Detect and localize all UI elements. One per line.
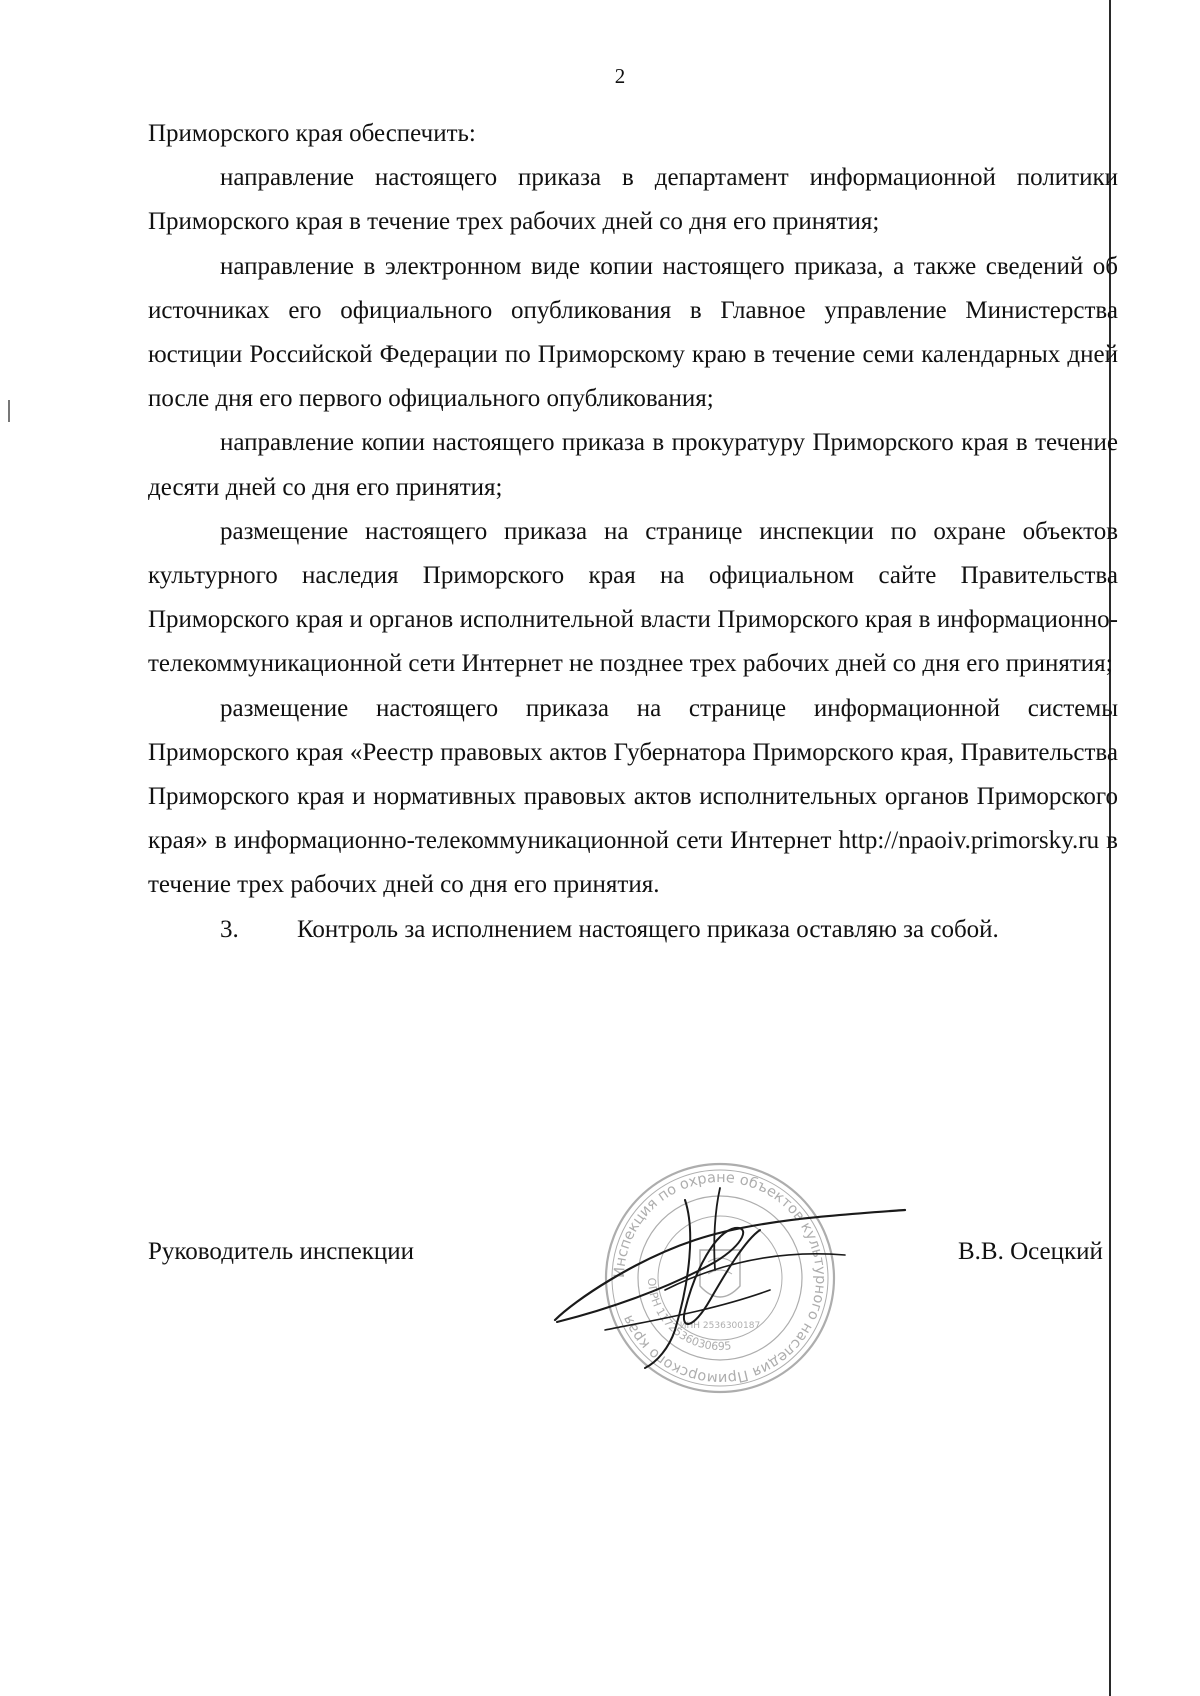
paragraph-item-prosecutor: направление копии настоящего приказа в прокуратуру Приморского края в течение десяти дней со дня его принятия; (148, 429, 1118, 501)
stamp-ogrn-text: ОГРН 1172536030695 (644, 1277, 733, 1354)
page-number: 2 (614, 64, 626, 88)
document-body (148, 112, 1118, 952)
paragraph-number: 3. (220, 915, 239, 943)
stamp-ring-text: Инспекция по охране объектов культурного наследия Приморского края (611, 1169, 829, 1387)
paragraph-continuation: Приморского края обеспечить: (148, 120, 476, 147)
paragraph-item-ministry-justice: направление в электронном виде копии настоящего приказа, а также сведений об источниках его официального опубликования в Главное управление Министерства юстиции Российской Федерации по Приморскому краю в течение семи календарных дней после дня его первого официального опубликования; (148, 252, 1118, 413)
paragraph-item-info-policy: направление настоящего приказа в департамент информационной политики Приморского края в течение трех рабочих дней со дня его принятия; (148, 164, 1118, 236)
paragraph-item-official-site: размещение настоящего приказа на странице инспекции по охране объектов культурного наследия Приморского края на официальном сайте Правительства Приморского края и органов исполнительной власти Приморского края в информационно-телекоммуникационной сети Интернет не позднее трех рабочих дней со дня его принятия; (148, 517, 1118, 678)
signatory-title: Руководитель инспекции (148, 1238, 415, 1265)
paragraph-item-registry: размещение настоящего приказа на странице информационной системы Приморского края «Реестр правовых актов Губернатора Приморского края, Правительства Приморского края и нормативных правовых актов исполнительных органов Приморского края» в информационно-телекоммуникационной сети Интернет http://npaoiv.primorsky.ru в течение трех рабочих дней со дня его принятия. (148, 694, 1118, 899)
numbered-paragraph-3 (148, 908, 1118, 952)
scan-margin-mark (8, 400, 10, 422)
signatory-name: В.В. Осецкий (958, 1238, 1103, 1265)
handwritten-signature (545, 1170, 915, 1370)
paragraph-text: Контроль за исполнением настоящего приказа оставляю за собой. (297, 915, 999, 943)
stamp-inner-text: ИНН 2536300187 (679, 1321, 761, 1331)
